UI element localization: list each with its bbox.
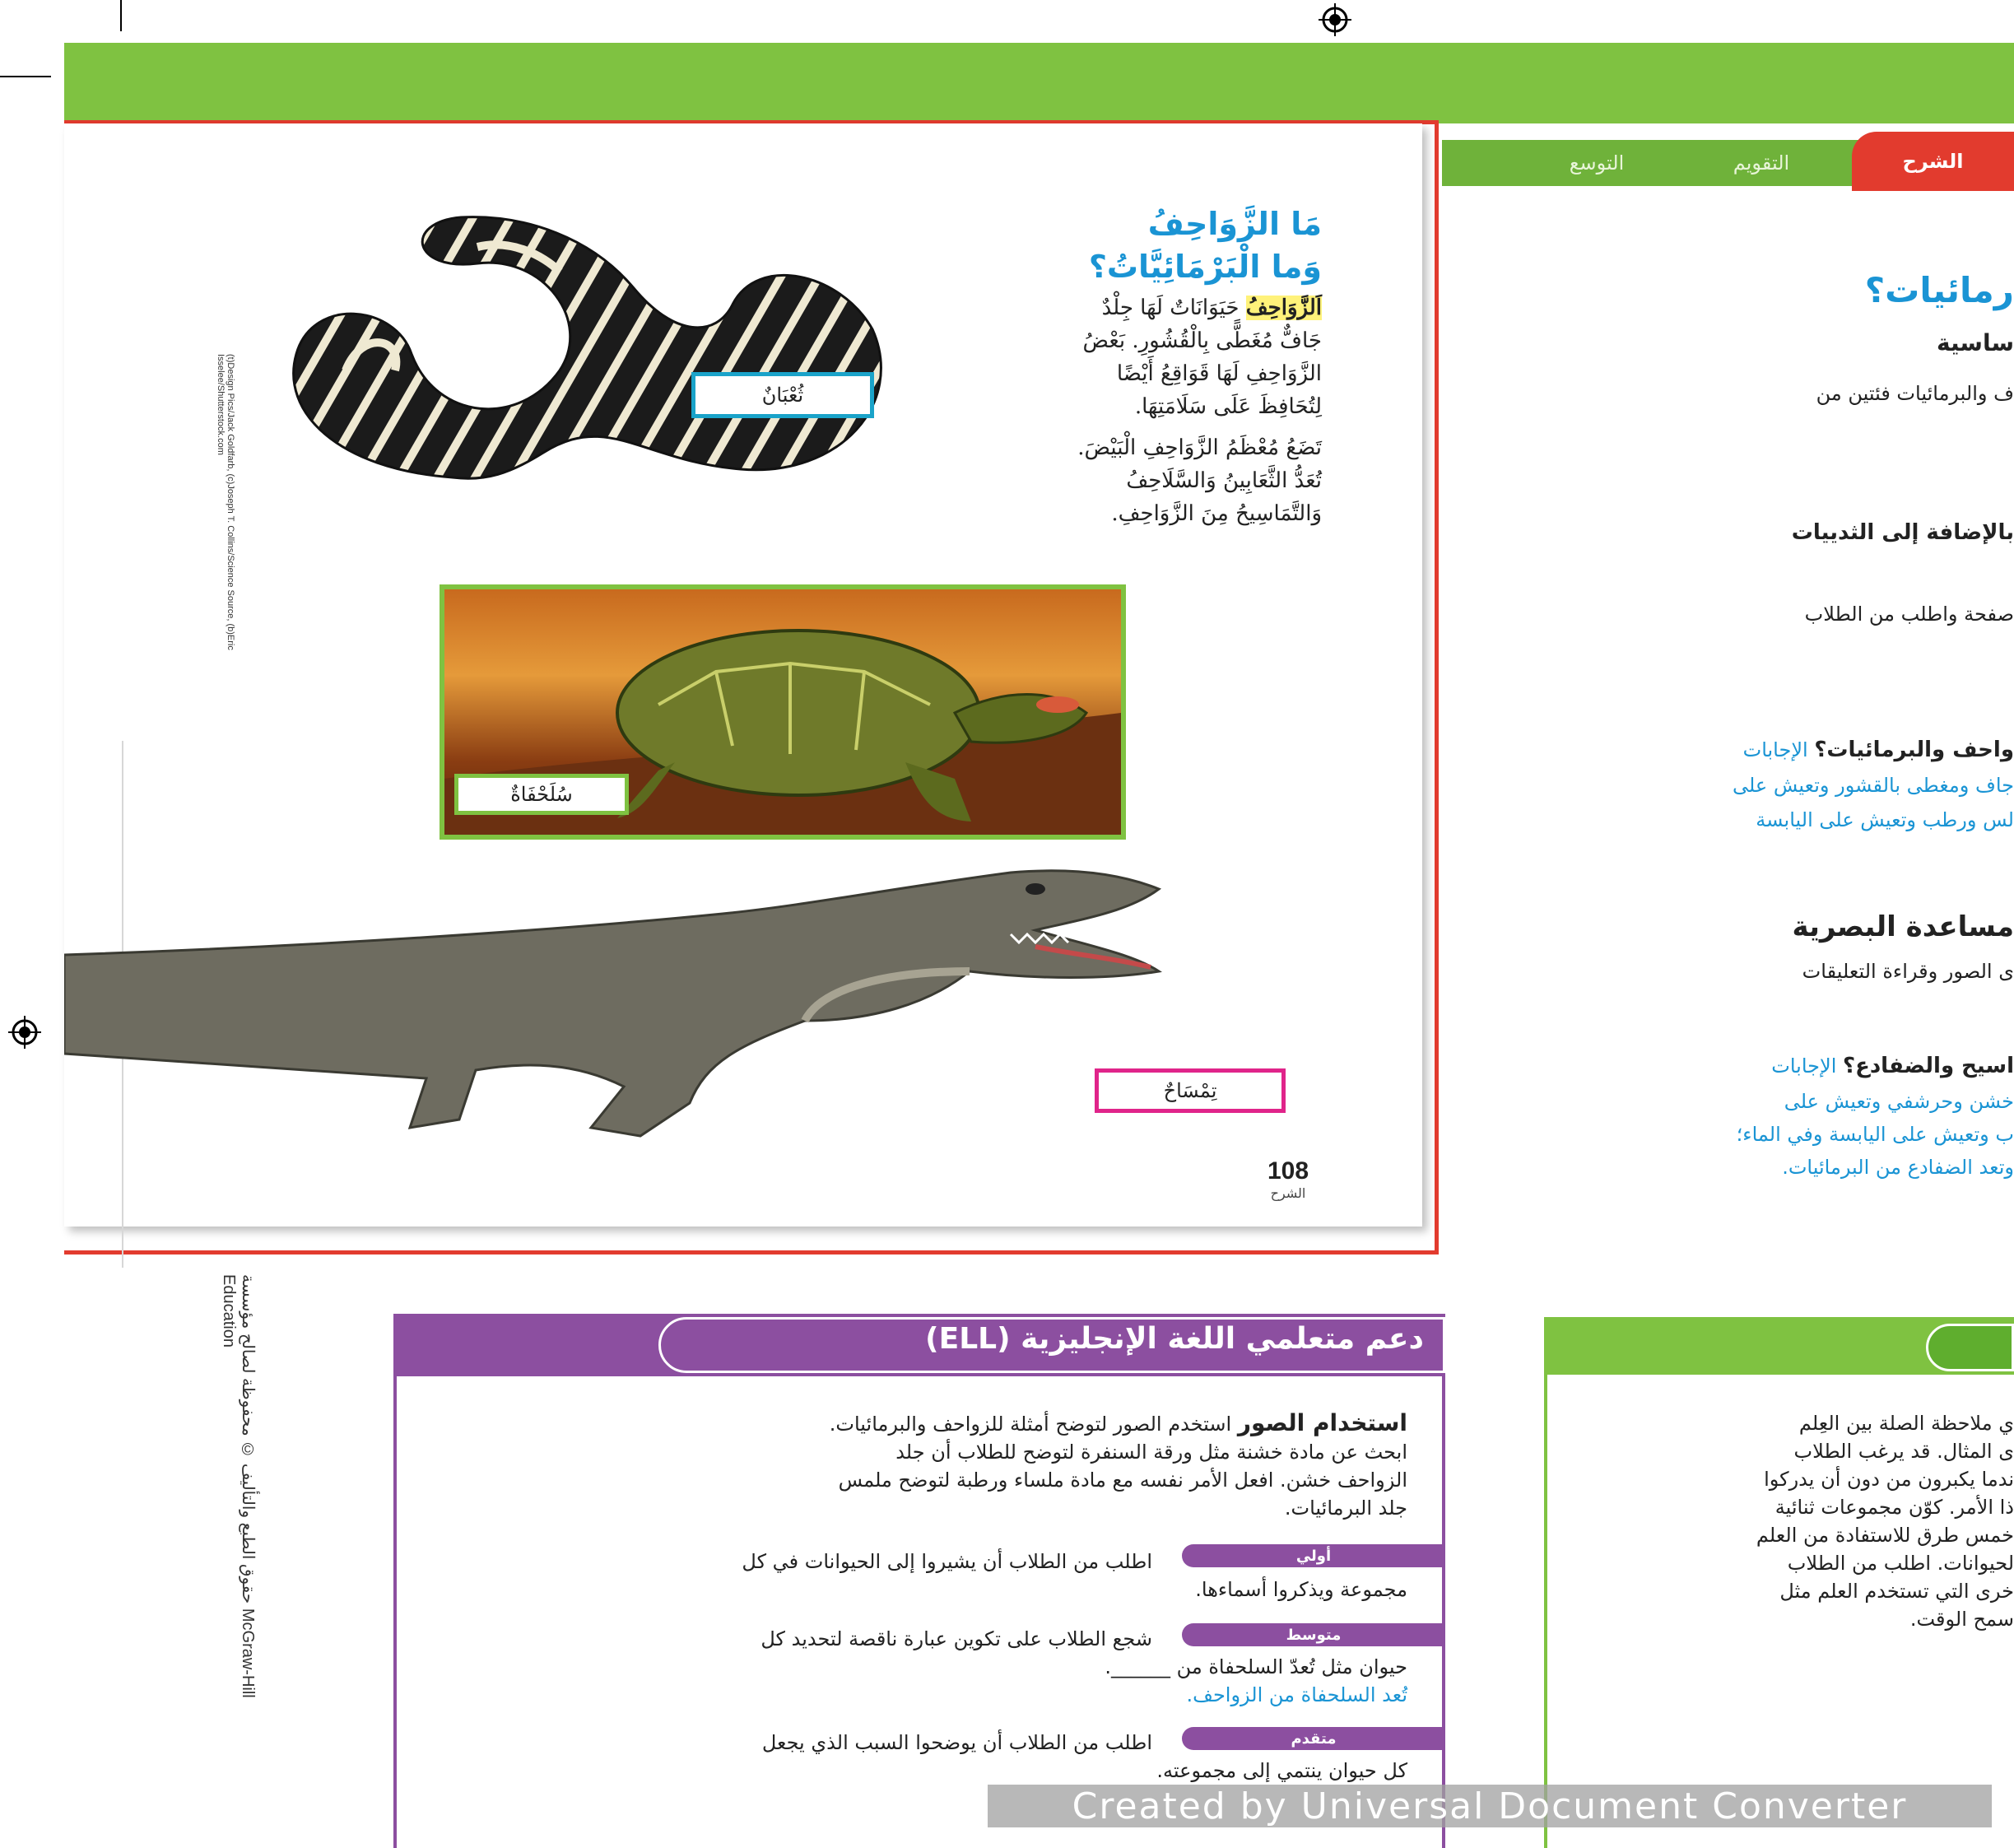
- right-a2-line1: خشن وحرشفي وتعيش على: [1784, 1090, 2014, 1113]
- page-section-label: الشرح: [1270, 1185, 1306, 1201]
- para1-line2: جَافٌّ مُغَطًّى بِالْقُشُورِ. بَعْضُ: [1082, 328, 1322, 353]
- registration-mark-top: [1317, 2, 1353, 38]
- ell-intro: [444, 1409, 1407, 1522]
- page-number: 108: [1267, 1157, 1309, 1185]
- para1-line3: الزَّوَاحِفِ لَهَا قَوَاقِعُ أَيْضًا: [1116, 361, 1322, 386]
- right-q1-label: الإجابات: [1742, 738, 1808, 761]
- right-a1-line2: لس ورطب وتعيش على اليابسة: [1756, 808, 2014, 831]
- crop-mark-vertical: [120, 0, 122, 31]
- right-box-line7: خرى التي تستخدم العلم مثل: [1779, 1580, 2014, 1603]
- para1-line1: حَيَوَانَاتٌ لَهَا جِلْدٌ: [1101, 296, 1240, 320]
- ell-level2-line2: حيوان مثل تُعدّ السلحفاة من ______.: [1105, 1655, 1407, 1678]
- right-subhead2: مساعدة البصرية: [1792, 910, 2014, 943]
- right-q2: [1564, 1054, 2014, 1078]
- ell-level2-answer: تُعد السلحفاة من الزواحف.: [1186, 1683, 1407, 1706]
- right-box-line8: سمح الوقت.: [1909, 1608, 2014, 1631]
- label-crocodile: تِمْسَاحٌ: [1095, 1068, 1286, 1113]
- right-a1-line1: جاف ومغطى بالقشور وتعيش على: [1732, 774, 2014, 797]
- keyword-reptiles: اَلزَّوَاحِفُ: [1245, 296, 1322, 320]
- right-box-text: [1564, 1409, 2014, 1633]
- right-box-line3: ندما يكبرون من دون أن يدركوا: [1764, 1468, 2014, 1491]
- tab-explain[interactable]: الشرح: [1852, 132, 2014, 191]
- lesson-question-line2: وَما الْبَرْمَائِيَّاتُ؟: [1088, 249, 1322, 285]
- right-a2-line2: ب وتعيش على اليابسة وفي الماء؛: [1736, 1123, 2014, 1146]
- ell-intro-line4: جلد البرمائيات.: [1284, 1497, 1407, 1520]
- photo-credit: (t)Design Pics/Jack Goldfarb, (c)Joseph T. Collins/Science Source, (b)Eric Isselee/Shutterstock.com: [216, 354, 235, 650]
- ell-level-advanced: متقدم: [1182, 1727, 1445, 1750]
- right-box-line1: ي ملاحظة الصلة بين العِلم: [1798, 1412, 2014, 1435]
- label-turtle: سُلَحْفَاةٌ: [454, 774, 629, 815]
- ell-intro-bold: استخدام الصور: [1237, 1409, 1407, 1436]
- ell-level1-text: [444, 1548, 1407, 1604]
- ell-title: دعم متعلمي اللغة الإنجليزية (ELL): [925, 1322, 1424, 1356]
- right-q1-text: واحف والبرمائيات؟: [1814, 738, 2014, 762]
- right-a2-line3: وتعد الضفادع من البرمائيات.: [1782, 1156, 2014, 1179]
- ell-level-beginning: أولي: [1182, 1544, 1445, 1567]
- para2-line1: تَضَعُ مُعْظَمُ الزَّوَاحِفِ الْبَيْضَ.: [1077, 435, 1322, 460]
- right-title-fragment: رمائيات؟: [1864, 270, 2014, 310]
- right-green-pill: [1926, 1324, 2014, 1371]
- para1-line4: لِتُحَافِظَ عَلَى سَلَامَتِهَا.: [1134, 394, 1322, 419]
- ell-level1-line1: اطلب من الطلاب أن يشيروا إلى الحيوانات في كل: [742, 1550, 1152, 1573]
- crop-mark-horizontal: [0, 76, 51, 77]
- side-copyright: حقوق الطبع والتأليف © محفوظة لصالح مؤسسة McGraw-Hill Education: [220, 1274, 257, 1698]
- ell-level1-line2: مجموعة ويذكروا أسماءها.: [1195, 1578, 1407, 1601]
- lesson-question-line1: مَا الزَّوَاحِفُ: [1147, 206, 1322, 242]
- paragraph-eggs: [889, 431, 1322, 530]
- ell-level3-line2: كل حيوان ينتمي إلى مجموعته.: [1156, 1759, 1407, 1782]
- right-box-line4: ذا الأمر. كوّن مجموعات ثنائية: [1774, 1496, 2014, 1519]
- right-box-line6: لحيوانات. اطلب من الطلاب: [1787, 1552, 2014, 1575]
- para2-line3: وَالتَّمَاسِيحُ مِنَ الزَّوَاحِفِ.: [1111, 501, 1322, 526]
- ell-intro-line3: الزواحف خشن. افعل الأمر نفسه مع مادة ملساء ورطبة لتوضح ملمس: [838, 1469, 1407, 1492]
- ell-level2-text: [444, 1625, 1407, 1709]
- right-q2-label: الإجابات: [1771, 1054, 1837, 1078]
- para2-line2: تُعَدُّ الثَّعَابِينُ وَالسَّلَاحِفُ: [1126, 468, 1322, 493]
- ell-level3-text: [444, 1729, 1407, 1785]
- tab-extend[interactable]: التوسع: [1569, 151, 1625, 175]
- right-line2: بالإضافة إلى الثدييات: [1791, 520, 2014, 545]
- ell-level-intermediate: متوسط: [1182, 1623, 1445, 1646]
- header-band: [64, 43, 2014, 123]
- right-box-line2: ى المثال. قد يرغب الطلاب: [1793, 1440, 2014, 1463]
- crocodile-image: [64, 856, 1200, 1169]
- right-subhead1: ساسية: [1937, 329, 2014, 356]
- right-q1: [1564, 738, 2014, 762]
- right-q2-text: اسيح والضفادع؟: [1843, 1054, 2014, 1078]
- ell-intro-line2: ابحث عن مادة خشنة مثل ورقة السنفرة لتوضح للطلاب أن جلد: [895, 1441, 1407, 1464]
- ell-intro-line1: استخدم الصور لتوضح أمثلة للزواحف والبرمائيات.: [829, 1413, 1232, 1436]
- snake-image: [247, 206, 889, 494]
- right-box-line5: خمس طرق للاستفادة من العلم: [1756, 1524, 2014, 1547]
- label-snake: ثُعْبَانٌ: [691, 372, 874, 418]
- paragraph-reptiles: [889, 291, 1322, 423]
- tab-evaluate[interactable]: التقويم: [1733, 151, 1790, 175]
- registration-mark-left: [7, 1014, 43, 1050]
- right-line4: ى الصور وقراءة التعليقات: [1802, 960, 2014, 983]
- ell-level2-line1: شجع الطلاب على تكوين عبارة ناقصة لتحديد كل: [760, 1627, 1152, 1650]
- ell-level3-line1: اطلب من الطلاب أن يوضحوا السبب الذي يجعل: [761, 1731, 1152, 1754]
- right-line3: صفحة واطلب من الطلاب: [1804, 603, 2014, 626]
- right-line1: ف والبرمائيات فئتين من: [1816, 382, 2014, 405]
- converter-watermark: Created by Universal Document Converter: [988, 1785, 1992, 1827]
